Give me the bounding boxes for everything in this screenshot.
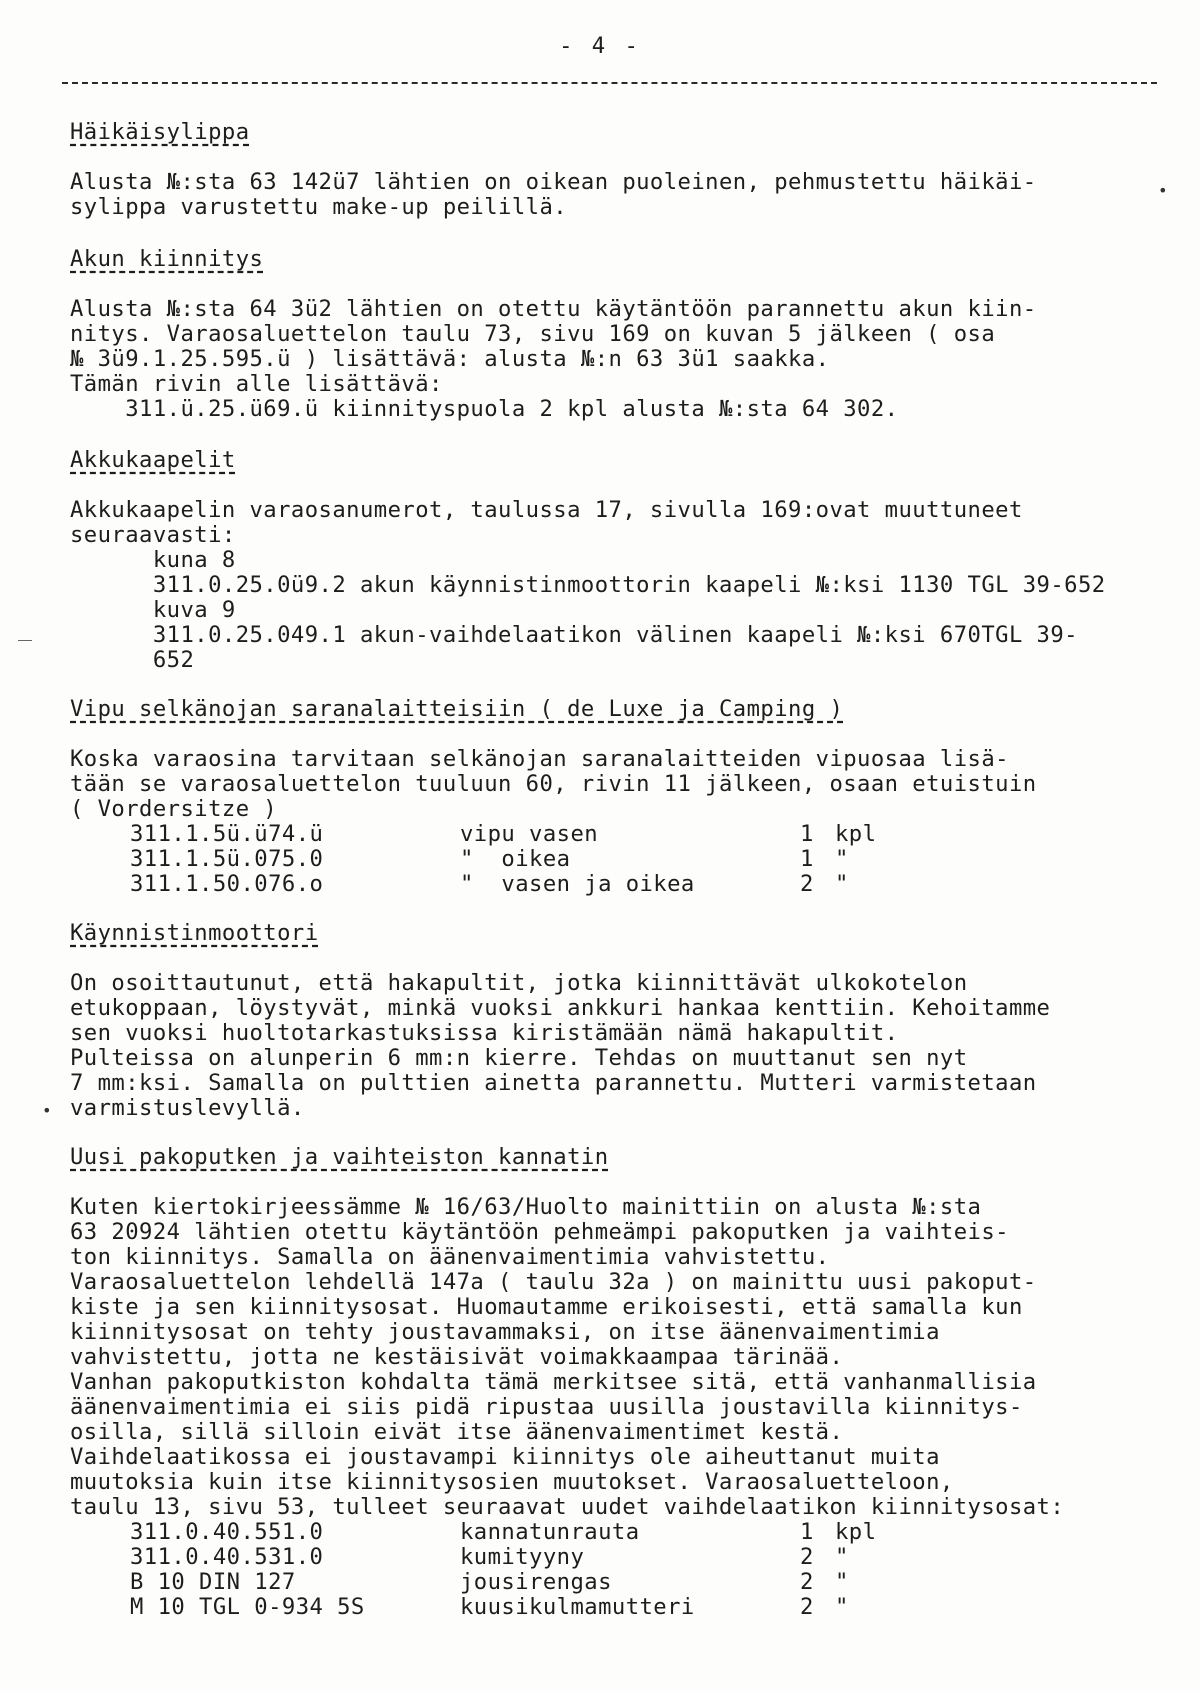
margin-dot: • <box>42 1101 53 1120</box>
part-description: " vasen ja oikea <box>460 871 695 897</box>
part-unit: kpl <box>835 1519 877 1545</box>
text-line: taulu 13, sivu 53, tulleet seuraavat uudet vaihdelaatikon kiinnitysosat: <box>70 1494 1065 1520</box>
part-number: 311.1.5ü.ü74.ü <box>130 821 324 847</box>
part-quantity: 2 <box>800 1594 814 1620</box>
text-line: etukoppaan, löystyvät, minkä vuoksi ankkuri hankaa kenttiin. Kehoitamme <box>70 995 1051 1021</box>
section-haikaisylippa <box>70 120 1037 220</box>
text-line: Pulteissa on alunperin 6 mm:n kierre. Tehdas on muuttanut sen nyt <box>70 1045 968 1071</box>
text-line: vahvistettu, jotta ne kestäisivät voimakkaampaa tärinää. <box>70 1344 844 1370</box>
part-number: B 10 DIN 127 <box>130 1569 296 1595</box>
part-quantity: 2 <box>800 1544 814 1570</box>
table-row <box>130 822 876 847</box>
part-description: vipu vasen <box>460 821 599 847</box>
part-unit: " <box>835 846 849 872</box>
part-unit: " <box>835 1544 849 1570</box>
part-quantity: 1 <box>800 821 814 847</box>
table-row <box>130 1595 876 1620</box>
text-line: kuva 9 <box>70 597 236 623</box>
text-line: 652 <box>70 647 195 673</box>
text-line: 63 20924 lähtien otettu käytäntöön pehmeämpi pakoputken ja vaihteis- <box>70 1219 1009 1245</box>
part-number: 311.1.50.076.o <box>130 871 324 897</box>
part-description: kannatunrauta <box>460 1519 640 1545</box>
table-row <box>130 872 876 897</box>
text-line: Akkukaapelin varaosanumerot, taulussa 17, sivulla 169:ovat muuttuneet <box>70 497 1023 523</box>
text-line: osilla, sillä silloin eivät itse äänenvaimentimet kestä. <box>70 1419 844 1445</box>
part-quantity: 2 <box>800 1569 814 1595</box>
margin-dot: • <box>1158 181 1169 200</box>
part-number: 311.0.40.551.0 <box>130 1519 324 1545</box>
text-line: muutoksia kuin itse kiinnitysosien muutokset. Varaosaluetteloon, <box>70 1469 954 1495</box>
part-quantity: 1 <box>800 846 814 872</box>
text-line: Koska varaosina tarvitaan selkänojan saranalaitteiden vipuosaa lisä- <box>70 746 1009 772</box>
section-heading: Uusi pakoputken ja vaihteiston kannatin <box>70 1144 609 1170</box>
text-line: Varaosaluettelon lehdellä 147a ( taulu 32a ) on mainittu uusi pakoput- <box>70 1269 1037 1295</box>
text-line: Kuten kiertokirjeessämme № 16/63/Huolto mainittiin on alusta №:sta <box>70 1194 982 1220</box>
text-line: nitys. Varaosaluettelon taulu 73, sivu 169 on kuvan 5 jälkeen ( osa <box>70 321 996 347</box>
part-number: M 10 TGL 0-934 5S <box>130 1594 365 1620</box>
table-row <box>130 1520 876 1545</box>
text-line: ( Vordersitze ) <box>70 796 278 822</box>
text-line: sen vuoksi huoltotarkastuksissa kiristämään nämä hakapultit. <box>70 1020 899 1046</box>
text-line: 311.ü.25.ü69.ü kiinnityspuola 2 kpl alusta №:sta 64 302. <box>70 396 899 422</box>
part-quantity: 2 <box>800 871 814 897</box>
text-line: varmistuslevyllä. <box>70 1095 305 1121</box>
part-unit: kpl <box>835 821 877 847</box>
page-number: - 4 - <box>559 33 641 59</box>
section-vipu-selkanoja <box>70 697 1037 897</box>
text-line: kiste ja sen kiinnitysosat. Huomautamme erikoisesti, että samalla kun <box>70 1294 1023 1320</box>
text-line: 311.0.25.0ü9.2 akun käynnistinmoottorin kaapeli №:ksi 1130 TGL 39-652 <box>70 572 1106 598</box>
margin-tick <box>18 640 32 641</box>
text-line: Tämän rivin alle lisättävä: <box>70 371 443 397</box>
text-line: Vanhan pakoputkiston kohdalta tämä merkitsee sitä, että vanhanmallisia <box>70 1369 1037 1395</box>
section-heading: Vipu selkänojan saranalaitteisiin ( de Luxe ja Camping ) <box>70 696 844 722</box>
section-heading: Akkukaapelit <box>70 447 236 473</box>
text-line: äänenvaimentimia ei siis pidä ripustaa uusilla joustavilla kiinnitys- <box>70 1394 1023 1420</box>
part-unit: " <box>835 871 849 897</box>
part-description: kumityyny <box>460 1544 585 1570</box>
section-akkukaapelit <box>70 448 1106 673</box>
text-line: On osoittautunut, että hakapultit, jotka kiinnittävät ulkokotelon <box>70 970 968 996</box>
text-line: seuraavasti: <box>70 522 236 548</box>
text-line: kiinnitysosat on tehty joustavammaksi, on itse äänenvaimentimia <box>70 1319 940 1345</box>
section-akun-kiinnitys <box>70 247 1037 422</box>
text-line: ton kiinnitys. Samalla on äänenvaimentimia vahvistettu. <box>70 1244 830 1270</box>
text-line: № 3ü9.1.25.595.ü ) lisättävä: alusta №:n 63 3ü1 saakka. <box>70 346 830 372</box>
text-line: Vaihdelaatikossa ei joustavampi kiinnitys ole aiheuttanut muita <box>70 1444 940 1470</box>
part-description: jousirengas <box>460 1569 612 1595</box>
section-heading: Akun kiinnitys <box>70 246 264 272</box>
part-description: kuusikulmamutteri <box>460 1594 695 1620</box>
section-pakoputki-kannatin <box>70 1145 1064 1620</box>
parts-table <box>130 822 876 897</box>
section-kaynnistinmoottori <box>70 921 1050 1121</box>
table-row <box>130 1570 876 1595</box>
text-line: tään se varaosaluettelon tuuluun 60, rivin 11 jälkeen, osaan etuistuin <box>70 771 1037 797</box>
text-line: Alusta №:sta 63 142ü7 lähtien on oikean puoleinen, pehmustettu häikäi- <box>70 169 1037 195</box>
text-line: 311.0.25.049.1 akun-vaihdelaatikon välinen kaapeli №:ksi 670TGL 39- <box>70 622 1078 648</box>
part-description: " oikea <box>460 846 571 872</box>
table-row <box>130 1545 876 1570</box>
part-unit: " <box>835 1569 849 1595</box>
text-line: Alusta №:sta 64 3ü2 lähtien on otettu käytäntöön parannettu akun kiin- <box>70 296 1037 322</box>
text-line: sylippa varustettu make-up peilillä. <box>70 194 568 220</box>
text-line: kuna 8 <box>70 547 236 573</box>
part-number: 311.0.40.531.0 <box>130 1544 324 1570</box>
part-unit: " <box>835 1594 849 1620</box>
part-quantity: 1 <box>800 1519 814 1545</box>
text-line: 7 mm:ksi. Samalla on pulttien ainetta parannettu. Mutteri varmistetaan <box>70 1070 1037 1096</box>
part-number: 311.1.5ü.075.0 <box>130 846 324 872</box>
section-heading: Häikäisylippa <box>70 119 250 145</box>
header-divider <box>62 82 1157 84</box>
section-heading: Käynnistinmoottori <box>70 920 319 946</box>
parts-table <box>130 1520 876 1620</box>
table-row <box>130 847 876 872</box>
